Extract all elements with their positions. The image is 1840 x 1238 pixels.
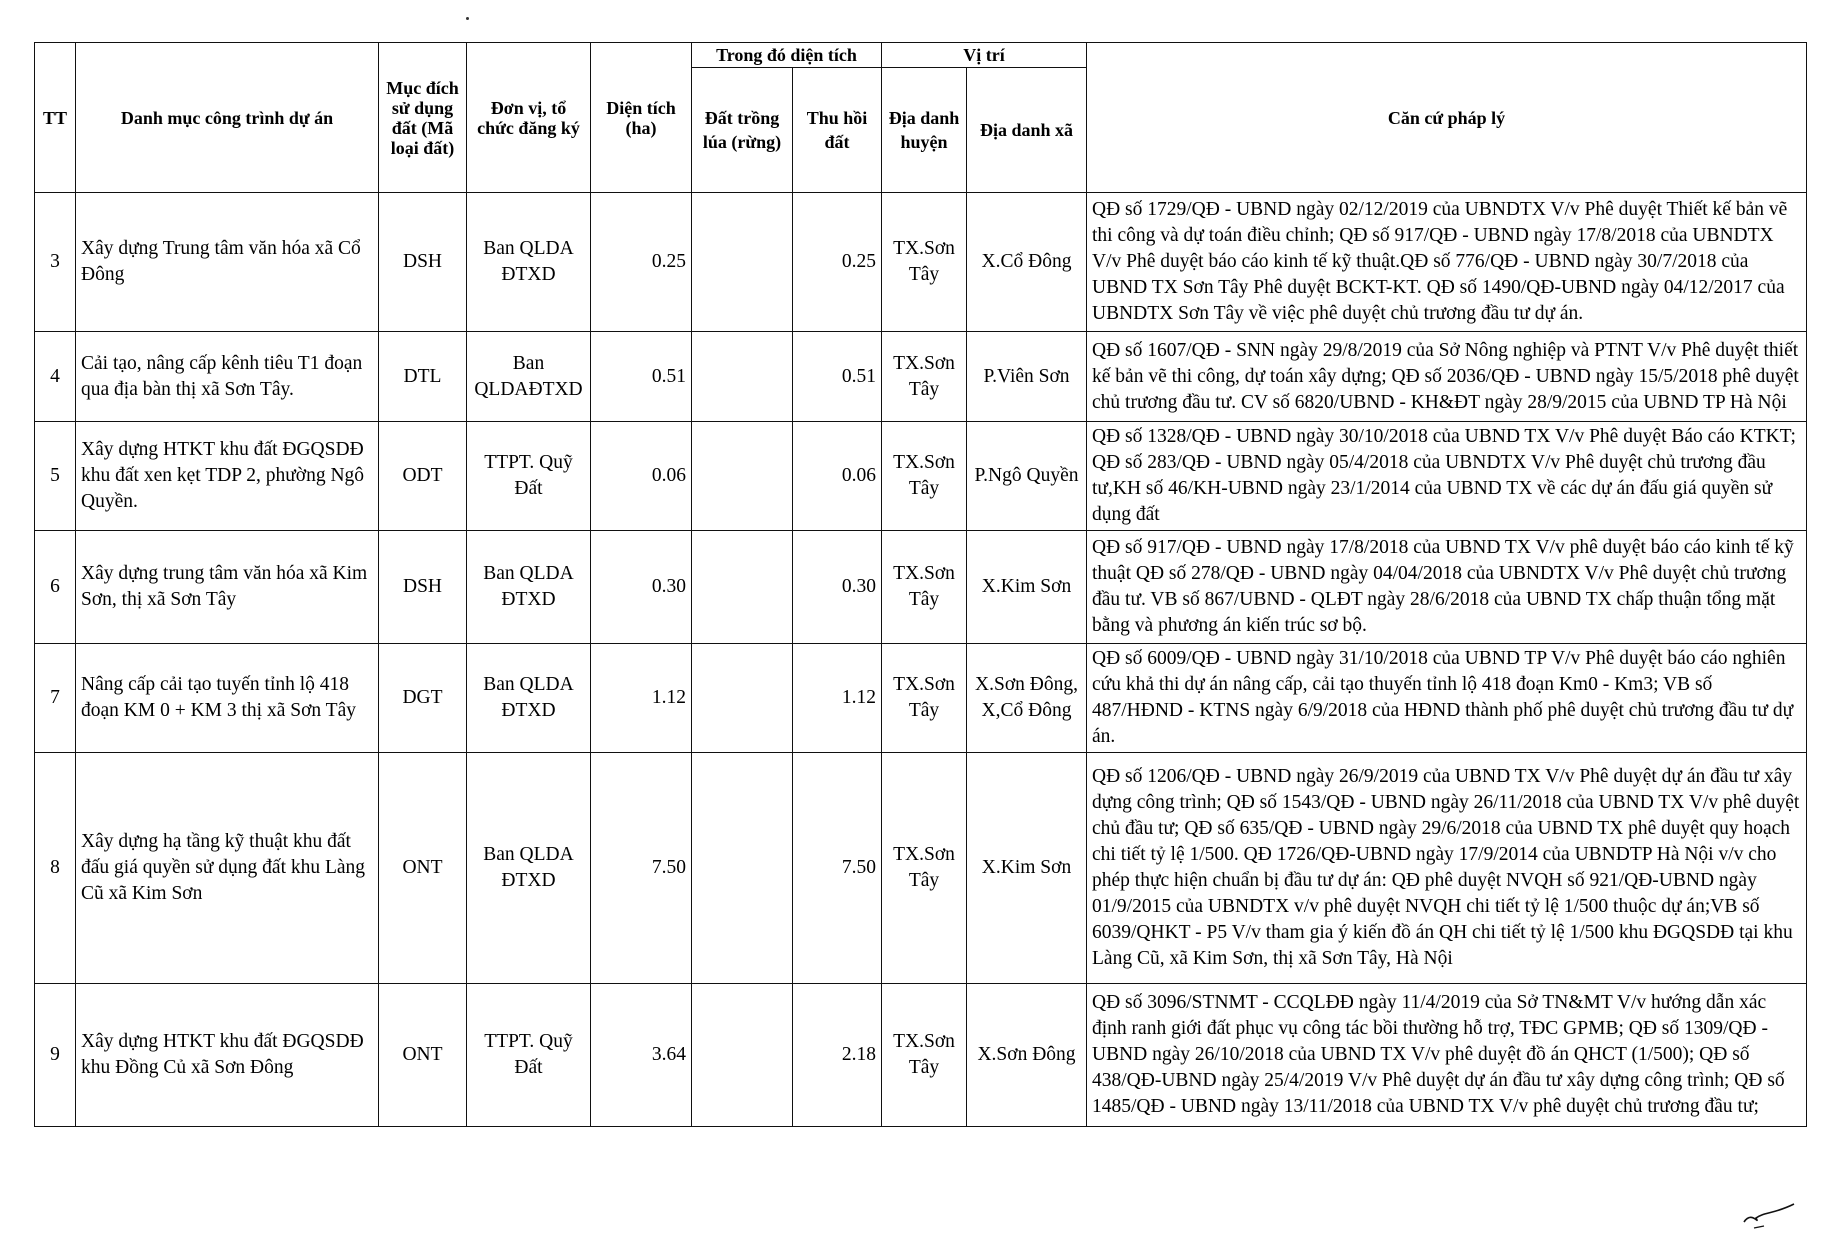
table-row bbox=[35, 644, 1807, 753]
cell-tt: 6 bbox=[35, 531, 76, 644]
header-area: Diện tích (ha) bbox=[591, 43, 692, 193]
cell-area: 0.06 bbox=[591, 422, 692, 531]
cell-commune: P.Ngô Quyền bbox=[967, 422, 1087, 531]
cell-tt: 4 bbox=[35, 332, 76, 422]
header-recovered: Thu hồi đất bbox=[793, 68, 882, 193]
table-row bbox=[35, 984, 1807, 1127]
cell-district: TX.Sơn Tây bbox=[882, 644, 967, 753]
cell-legal: QĐ số 1328/QĐ - UBND ngày 30/10/2018 của UBND TX V/v Phê duyệt Báo cáo KTKT; QĐ số 283/QĐ - UBND ngày 05/4/2018 của UBNDTX V/v Phê duyệt chủ trương đầu tư,KH số 46/KH-UBND ngày 23/1/2014 của UBND TX về các dự án đấu giá quyền sử dụng đất bbox=[1087, 422, 1807, 531]
scan-dot bbox=[466, 17, 469, 20]
cell-purpose: DSH bbox=[379, 193, 467, 332]
cell-legal: QĐ số 1607/QĐ - SNN ngày 29/8/2019 của Sở Nông nghiệp và PTNT V/v Phê duyệt thiết kế bản vẽ thi công, dự toán xây dựng; QĐ số 2036/QĐ - UBND ngày 15/5/2018 phê duyệt chủ trương đầu tư. CV số 6820/UBND - KH&ĐT ngày 28/9/2015 của UBND TP Hà Nội bbox=[1087, 332, 1807, 422]
cell-rice bbox=[692, 753, 793, 984]
cell-rice bbox=[692, 193, 793, 332]
cell-tt: 7 bbox=[35, 644, 76, 753]
cell-recovered: 0.51 bbox=[793, 332, 882, 422]
header-purpose: Mục đích sử dụng đất (Mã loại đất) bbox=[379, 43, 467, 193]
cell-legal: QĐ số 6009/QĐ - UBND ngày 31/10/2018 của UBND TP V/v Phê duyệt báo cáo nghiên cứu khả thi dự án nâng cấp, cải tạo thuyến tỉnh lộ 418 đoạn Km0 - Km3; VB số 487/HĐND - KTNS ngày 6/9/2018 của HĐND thành phố phê duyệt chủ trương đầu tư dự án. bbox=[1087, 644, 1807, 753]
cell-area: 1.12 bbox=[591, 644, 692, 753]
header-unit: Đơn vị, tổ chức đăng ký bbox=[467, 43, 591, 193]
cell-area: 0.51 bbox=[591, 332, 692, 422]
cell-area: 3.64 bbox=[591, 984, 692, 1127]
cell-rice bbox=[692, 531, 793, 644]
cell-district: TX.Sơn Tây bbox=[882, 531, 967, 644]
header-rice: Đất trồng lúa (rừng) bbox=[692, 68, 793, 193]
cell-unit: Ban QLDA ĐTXD bbox=[467, 644, 591, 753]
cell-project: Xây dựng trung tâm văn hóa xã Kim Sơn, thị xã Sơn Tây bbox=[76, 531, 379, 644]
cell-rice bbox=[692, 422, 793, 531]
cell-unit: TTPT. Quỹ Đất bbox=[467, 984, 591, 1127]
header-tt: TT bbox=[35, 43, 76, 193]
header-commune: Địa danh xã bbox=[967, 68, 1087, 193]
table-row bbox=[35, 332, 1807, 422]
cell-project: Nâng cấp cải tạo tuyến tỉnh lộ 418 đoạn KM 0 + KM 3 thị xã Sơn Tây bbox=[76, 644, 379, 753]
cell-rice bbox=[692, 984, 793, 1127]
cell-recovered: 0.25 bbox=[793, 193, 882, 332]
cell-unit: Ban QLDA ĐTXD bbox=[467, 753, 591, 984]
cell-district: TX.Sơn Tây bbox=[882, 422, 967, 531]
cell-project: Cải tạo, nâng cấp kênh tiêu T1 đoạn qua địa bàn thị xã Sơn Tây. bbox=[76, 332, 379, 422]
header-row-1 bbox=[35, 43, 1807, 68]
cell-legal: QĐ số 1729/QĐ - UBND ngày 02/12/2019 của UBNDTX V/v Phê duyệt Thiết kế bản vẽ thi công và dự toán điều chỉnh; QĐ số 917/QĐ - UBND ngày 17/8/2018 của UBNDTX V/v Phê duyệt báo cáo kinh tế kỹ thuật.QĐ số 776/QĐ - UBND ngày 30/7/2018 của UBND TX Sơn Tây Phê duyệt BCKT-KT. QĐ số 1490/QĐ-UBND ngày 04/12/2017 của UBNDTX Sơn Tây về việc phê duyệt chủ trương đầu tư dự án. bbox=[1087, 193, 1807, 332]
cell-tt: 5 bbox=[35, 422, 76, 531]
cell-purpose: ONT bbox=[379, 984, 467, 1127]
cell-unit: Ban QLDA ĐTXD bbox=[467, 531, 591, 644]
cell-area: 0.25 bbox=[591, 193, 692, 332]
header-district: Địa danh huyện bbox=[882, 68, 967, 193]
cell-recovered: 2.18 bbox=[793, 984, 882, 1127]
header-group-location: Vị trí bbox=[882, 43, 1087, 68]
table-row bbox=[35, 193, 1807, 332]
cell-recovered: 1.12 bbox=[793, 644, 882, 753]
signature-mark bbox=[1734, 1192, 1804, 1232]
cell-project: Xây dựng HTKT khu đất ĐGQSDĐ khu Đồng Củ xã Sơn Đông bbox=[76, 984, 379, 1127]
cell-unit: TTPT. Quỹ Đất bbox=[467, 422, 591, 531]
cell-purpose: ODT bbox=[379, 422, 467, 531]
cell-project: Xây dựng HTKT khu đất ĐGQSDĐ khu đất xen kẹt TDP 2, phường Ngô Quyền. bbox=[76, 422, 379, 531]
cell-project: Xây dựng Trung tâm văn hóa xã Cổ Đông bbox=[76, 193, 379, 332]
cell-district: TX.Sơn Tây bbox=[882, 193, 967, 332]
cell-project: Xây dựng hạ tầng kỹ thuật khu đất đấu giá quyền sử dụng đất khu Làng Cũ xã Kim Sơn bbox=[76, 753, 379, 984]
cell-area: 7.50 bbox=[591, 753, 692, 984]
cell-recovered: 0.06 bbox=[793, 422, 882, 531]
table-row bbox=[35, 753, 1807, 984]
cell-commune: X.Kim Sơn bbox=[967, 753, 1087, 984]
cell-district: TX.Sơn Tây bbox=[882, 984, 967, 1127]
cell-district: TX.Sơn Tây bbox=[882, 753, 967, 984]
cell-commune: P.Viên Sơn bbox=[967, 332, 1087, 422]
project-register-table bbox=[34, 42, 1807, 1127]
header-group-area: Trong đó diện tích bbox=[692, 43, 882, 68]
cell-legal: QĐ số 1206/QĐ - UBND ngày 26/9/2019 của UBND TX V/v Phê duyệt dự án đầu tư xây dựng công trình; QĐ số 1543/QĐ - UBND ngày 26/11/2018 của UBND TX V/v phê duyệt chủ đầu tư; QĐ số 635/QĐ - UBND ngày 29/6/2018 của UBND TX phê duyệt quy hoạch chi tiết tỷ lệ 1/500. QĐ 1726/QĐ-UBND ngày 17/9/2014 của UBNDTP Hà Nội v/v cho phép thực hiện chuẩn bị đầu tư dự án: QĐ phê duyệt NVQH số 921/QĐ-UBND ngày 01/9/2015 của UBNDTX v/v phê duyệt NVQH chi tiết tỷ lệ 1/500 thuộc dự án;VB số 6039/QHKT - P5 V/v tham gia ý kiến đồ án QH chi tiết tỷ lệ 1/500 khu ĐGQSDĐ tại khu Làng Cũ, xã Kim Sơn, thị xã Sơn Tây, Hà Nội bbox=[1087, 753, 1807, 984]
cell-purpose: DTL bbox=[379, 332, 467, 422]
cell-commune: X.Sơn Đông bbox=[967, 984, 1087, 1127]
cell-unit: Ban QLDA ĐTXD bbox=[467, 193, 591, 332]
cell-legal: QĐ số 3096/STNMT - CCQLĐĐ ngày 11/4/2019 của Sở TN&MT V/v hướng dẫn xác định ranh giới đất phục vụ công tác bồi thường hỗ trợ, TĐC GPMB; QĐ số 1309/QĐ - UBND ngày 26/10/2018 của UBND TX V/v phê duyệt đồ án QHCT (1/500); QĐ số 438/QĐ-UBND ngày 25/4/2019 V/v Phê duyệt dự án đầu tư xây dựng công trình; QĐ số 1485/QĐ - UBND ngày 13/11/2018 của UBND TX V/v phê duyệt chủ trương đầu tư; bbox=[1087, 984, 1807, 1127]
cell-tt: 8 bbox=[35, 753, 76, 984]
cell-recovered: 7.50 bbox=[793, 753, 882, 984]
header-legal: Căn cứ pháp lý bbox=[1087, 43, 1807, 193]
table-row bbox=[35, 422, 1807, 531]
cell-legal: QĐ số 917/QĐ - UBND ngày 17/8/2018 của UBND TX V/v phê duyệt báo cáo kinh tế kỹ thuật QĐ số 278/QĐ - UBND ngày 04/04/2018 của UBNDTX V/v Phê duyệt chủ trương đầu tư. VB số 867/UBND - QLĐT ngày 28/6/2018 của UBND TX chấp thuận tổng mặt bằng và phương án kiến trúc sơ bộ. bbox=[1087, 531, 1807, 644]
cell-purpose: ONT bbox=[379, 753, 467, 984]
cell-rice bbox=[692, 332, 793, 422]
cell-commune: X.Kim Sơn bbox=[967, 531, 1087, 644]
cell-area: 0.30 bbox=[591, 531, 692, 644]
header-project: Danh mục công trình dự án bbox=[76, 43, 379, 193]
cell-purpose: DGT bbox=[379, 644, 467, 753]
cell-purpose: DSH bbox=[379, 531, 467, 644]
cell-unit: Ban QLDAĐTXD bbox=[467, 332, 591, 422]
cell-district: TX.Sơn Tây bbox=[882, 332, 967, 422]
cell-rice bbox=[692, 644, 793, 753]
cell-commune: X.Sơn Đông, X,Cổ Đông bbox=[967, 644, 1087, 753]
table-row bbox=[35, 531, 1807, 644]
cell-tt: 9 bbox=[35, 984, 76, 1127]
cell-commune: X.Cổ Đông bbox=[967, 193, 1087, 332]
cell-tt: 3 bbox=[35, 193, 76, 332]
cell-recovered: 0.30 bbox=[793, 531, 882, 644]
